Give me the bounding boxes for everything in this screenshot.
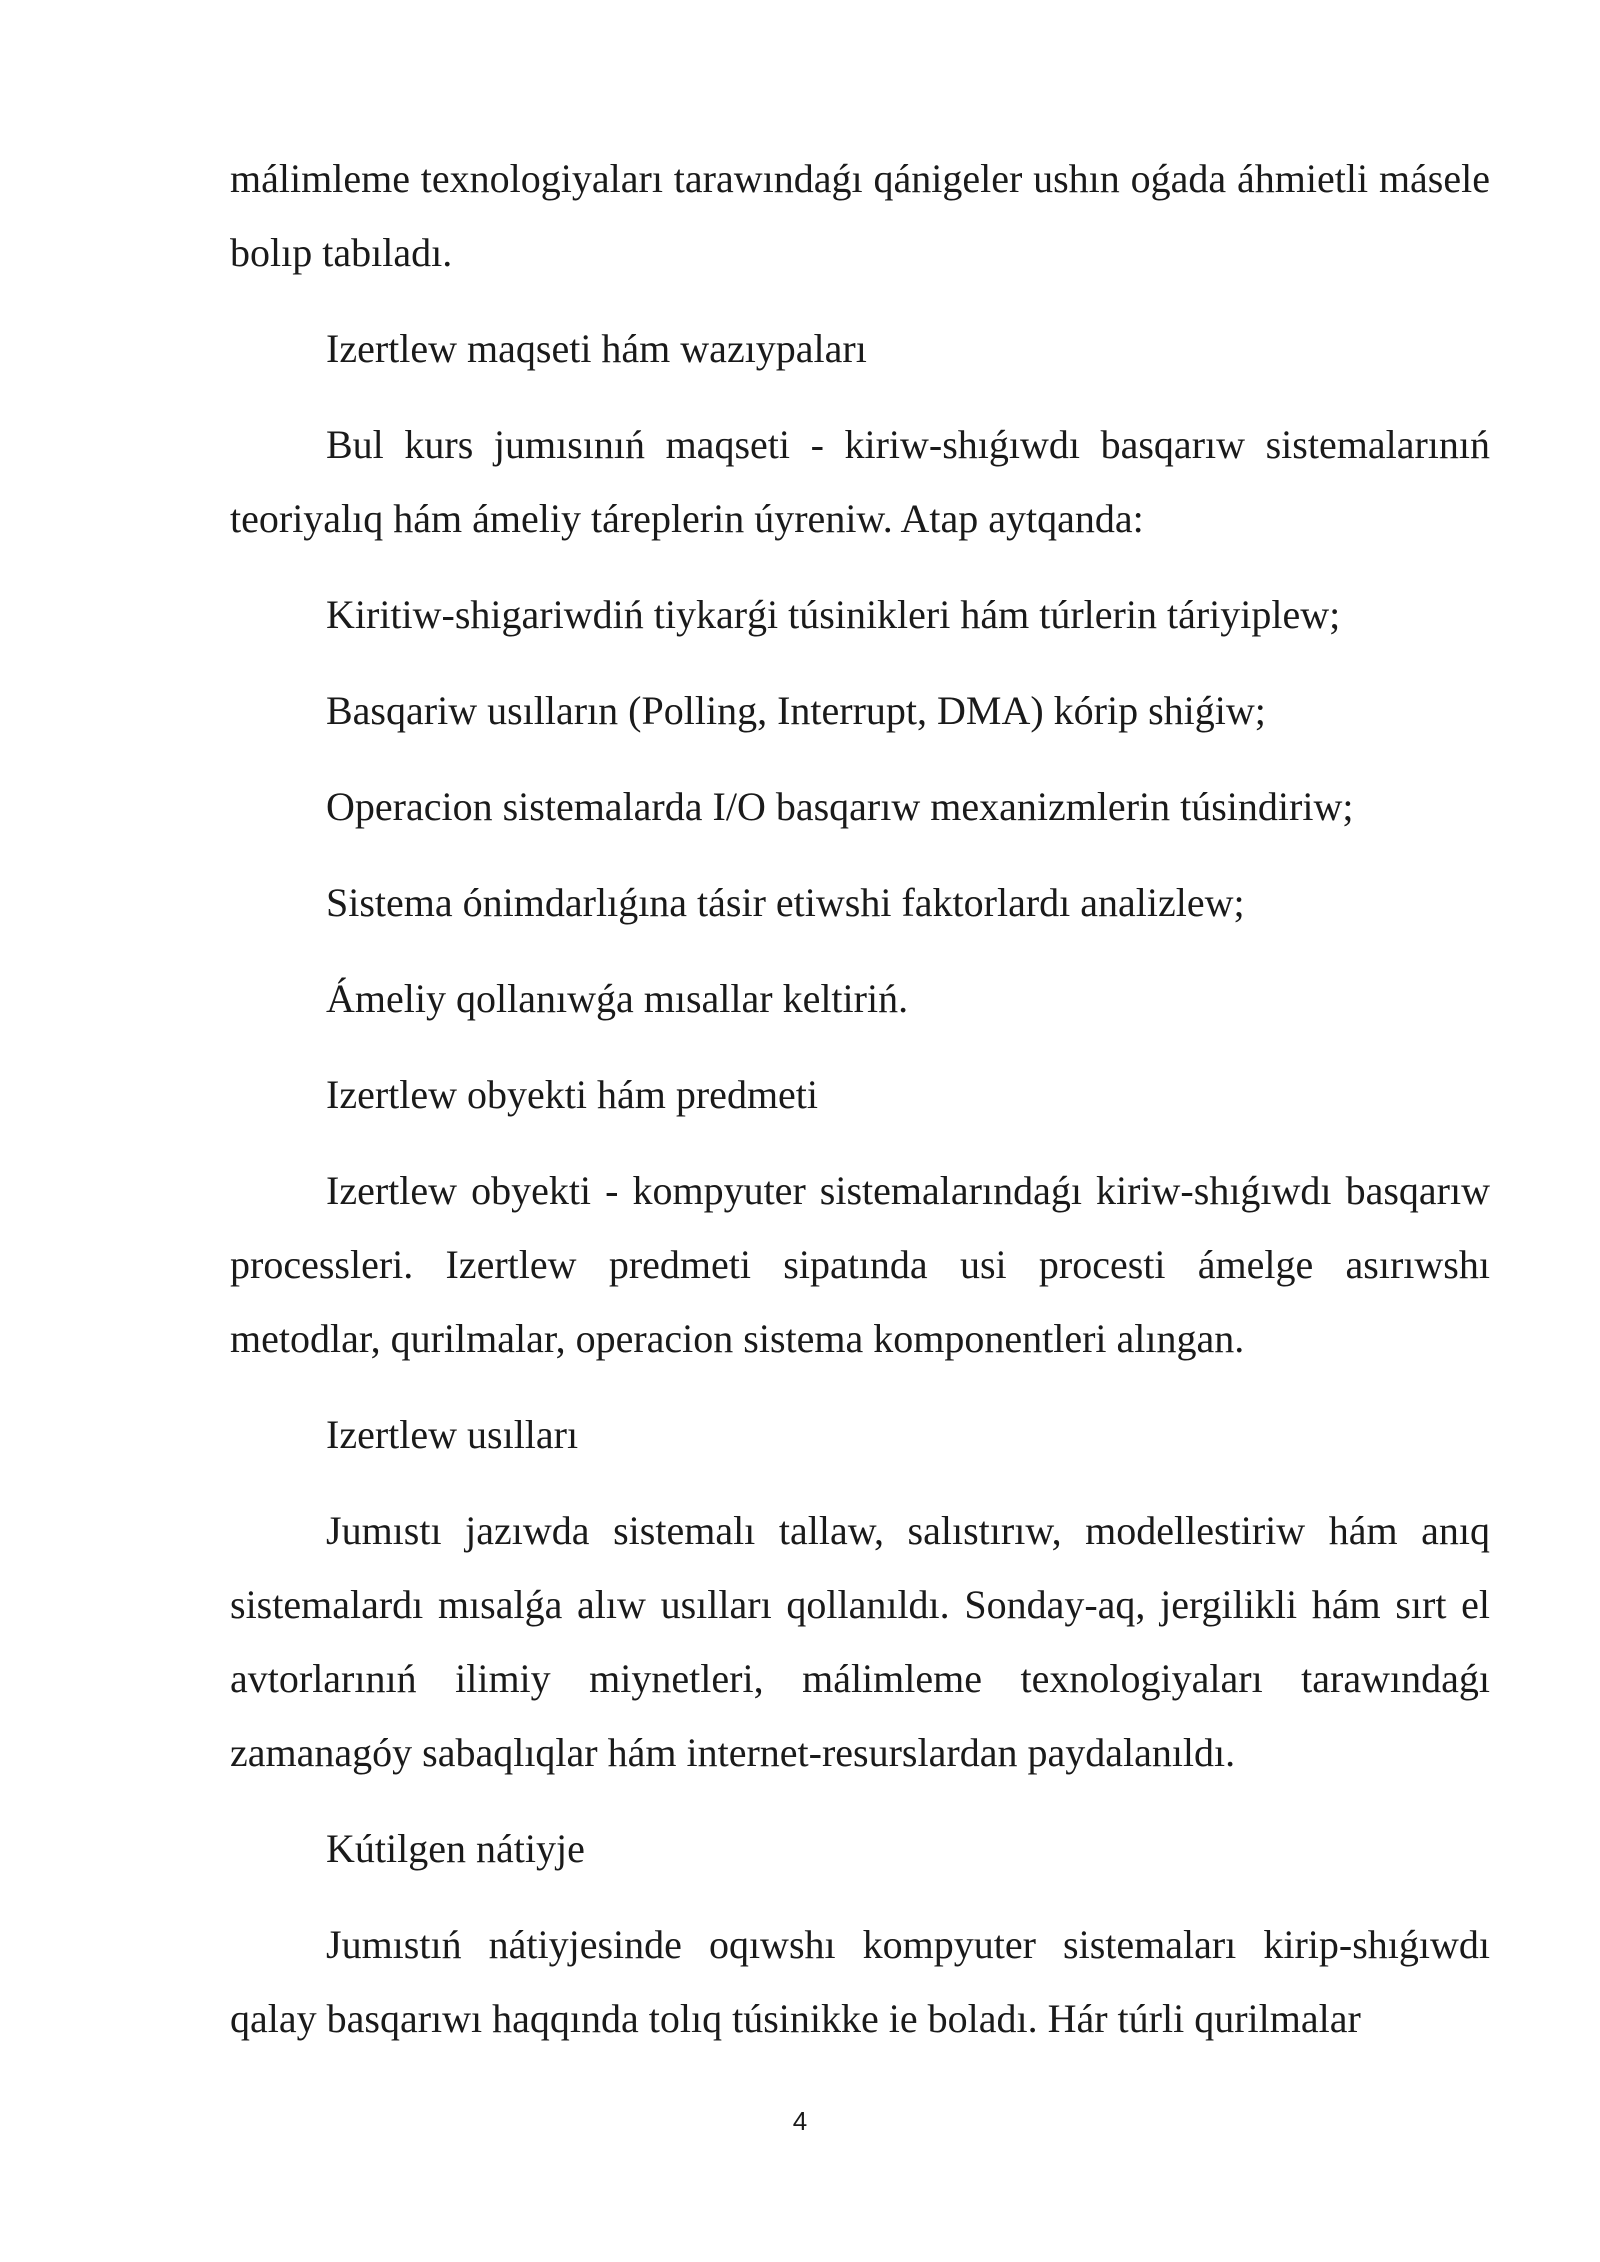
list-item-text: Ámeliy qollanıwǵa mısallar keltiriń. — [326, 976, 909, 1021]
section-heading: Izertlew obyekti hám predmeti — [326, 1072, 819, 1117]
paragraph-research-object — [230, 1154, 1490, 1376]
heading-research-object — [230, 1058, 1490, 1132]
paragraph-text: málimleme texnologiyaları tarawındaǵı qánigeler ushın oǵada áhmietli másele bolıp tabıladı. — [230, 156, 1490, 275]
section-heading: Kútilgen nátiyje — [326, 1826, 585, 1871]
list-item-text: Basqariw usılların (Polling, Interrupt, DMA) kórip shiǵiw; — [326, 688, 1266, 733]
paragraph-text: Jumıstıń nátiyjesinde oqıwshı kompyuter sistemaları kirip-shıǵıwdı qalay basqarıwı haqqında tolıq túsinikke ie boladı. Hár túrli qurilmalar — [230, 1922, 1490, 2041]
section-heading: Izertlew maqseti hám wazıypaları — [326, 326, 867, 371]
paragraph-text: Izertlew obyekti - kompyuter sistemalarındaǵı kiriw-shıǵıwdı basqarıw processleri. Izertlew predmeti sipatında usi procesti ámelge asırıwshı metodlar, qurilmalar, operacion sistema komponentleri alıngan. — [230, 1168, 1490, 1361]
page-number: 4 — [792, 2106, 808, 2136]
paragraph-expected-result — [230, 1908, 1490, 2056]
list-item-1 — [230, 578, 1490, 652]
paragraph-research-methods — [230, 1494, 1490, 1790]
paragraph-text: Jumıstı jazıwda sistemalı tallaw, salıstırıw, modellestiriw hám anıq sistemalardı mısalǵa alıw usılları qollanıldı. Sonday-aq, jergilikli hám sırt el avtorlarınıń ilimiy miynetleri, málimleme texnologiyaları tarawındaǵı zamanagóy sabaqlıqlar hám internet-resurslardan paydalanıldı. — [230, 1508, 1490, 1775]
list-item-text: Sistema ónimdarlıǵına tásir etiwshi faktorlardı analizlew; — [326, 880, 1245, 925]
list-item-3 — [230, 770, 1490, 844]
section-heading: Izertlew usılları — [326, 1412, 579, 1457]
heading-research-methods — [230, 1398, 1490, 1472]
list-item-5 — [230, 962, 1490, 1036]
heading-research-aims — [230, 312, 1490, 386]
heading-expected-result — [230, 1812, 1490, 1886]
list-item-4 — [230, 866, 1490, 940]
paragraph-intro-continuation — [230, 142, 1490, 290]
paragraph-course-aim — [230, 408, 1490, 556]
list-item-text: Operacion sistemalarda I/O basqarıw mexanizmlerin túsindiriw; — [326, 784, 1354, 829]
list-item-text: Kiritiw-shigariwdiń tiykarǵi túsinikleri hám túrlerin táriyiplew; — [326, 592, 1341, 637]
paragraph-text: Bul kurs jumısınıń maqseti - kiriw-shıǵıwdı basqarıw sistemalarınıń teoriyalıq hám ámeliy táreplerin úyreniw. Atap aytqanda: — [230, 422, 1490, 541]
list-item-2 — [230, 674, 1490, 748]
